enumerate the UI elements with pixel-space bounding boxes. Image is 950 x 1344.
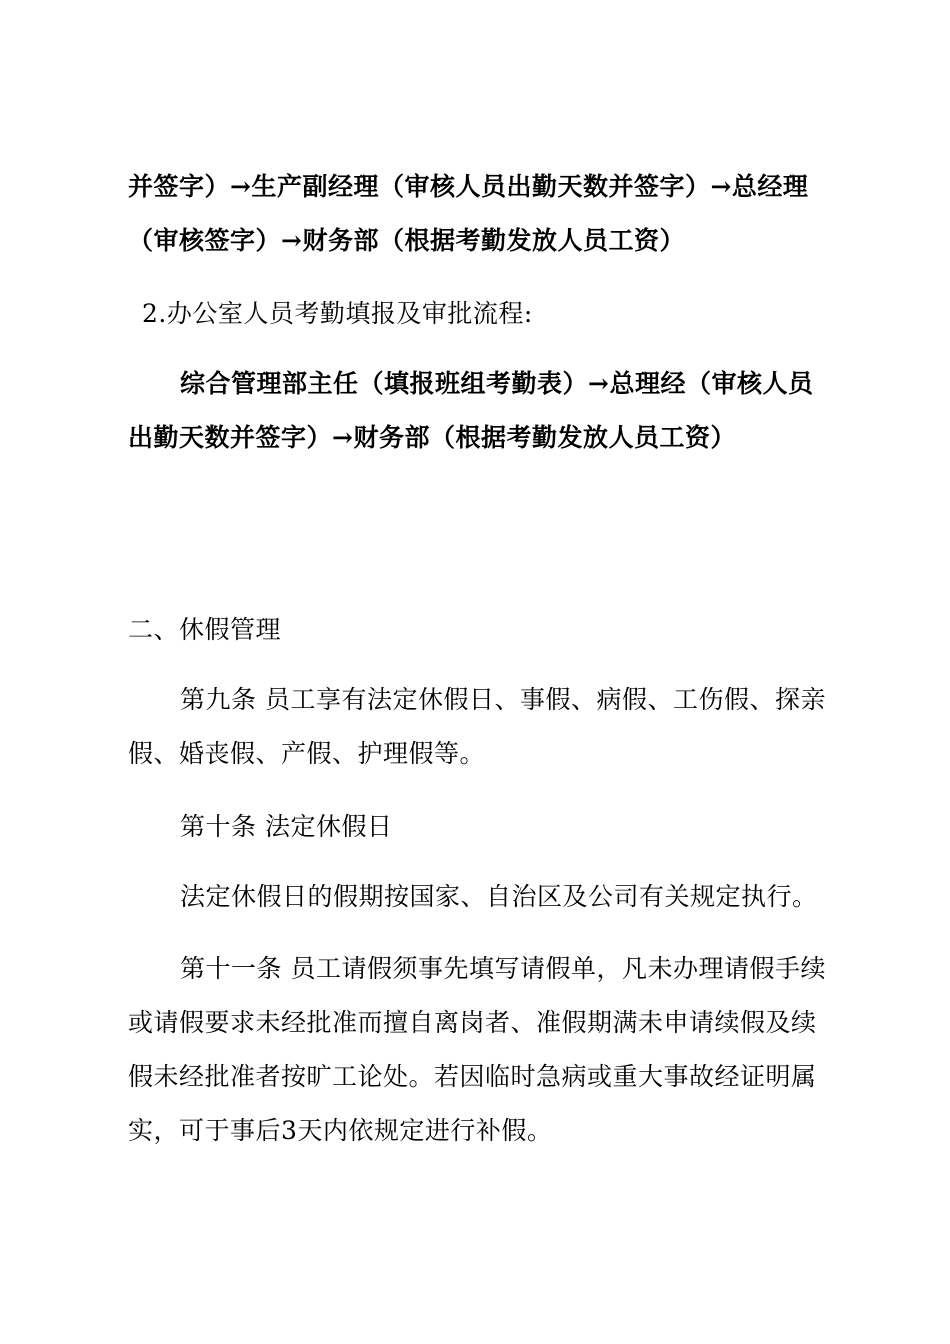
- approval-flow-continued: 并签字）→生产副经理（审核人员出勤天数并签字）→总经理（审核签字）→财务部（根据考勤发放人员工资）: [128, 172, 809, 255]
- article-10-body: 法定休假日的假期按国家、自治区及公司有关规定执行。: [180, 882, 818, 911]
- section-title-leave-management: 二、休假管理: [128, 615, 282, 644]
- article-11: 第十一条 员工请假须事先填写请假单，凡未办理请假手续或请假要求未经批准而擅自离岗者、准假期满未申请续假及续假未经批准者按旷工论处。若因临时急病或重大事故经证明属实，可于事后3天内依规定进行补假。: [128, 954, 826, 1145]
- office-approval-flow: 综合管理部主任（填报班组考勤表）→总理经（审核人员出勤天数并签字）→财务部（根据考勤发放人员工资）: [128, 369, 814, 452]
- article-10-heading: 第十条 法定休假日: [180, 812, 393, 841]
- article-9: 第九条 员工享有法定休假日、事假、病假、工伤假、探亲假、婚丧假、产假、护理假等。: [128, 685, 826, 768]
- office-attendance-heading: 2.办公室人员考勤填报及审批流程:: [142, 299, 533, 328]
